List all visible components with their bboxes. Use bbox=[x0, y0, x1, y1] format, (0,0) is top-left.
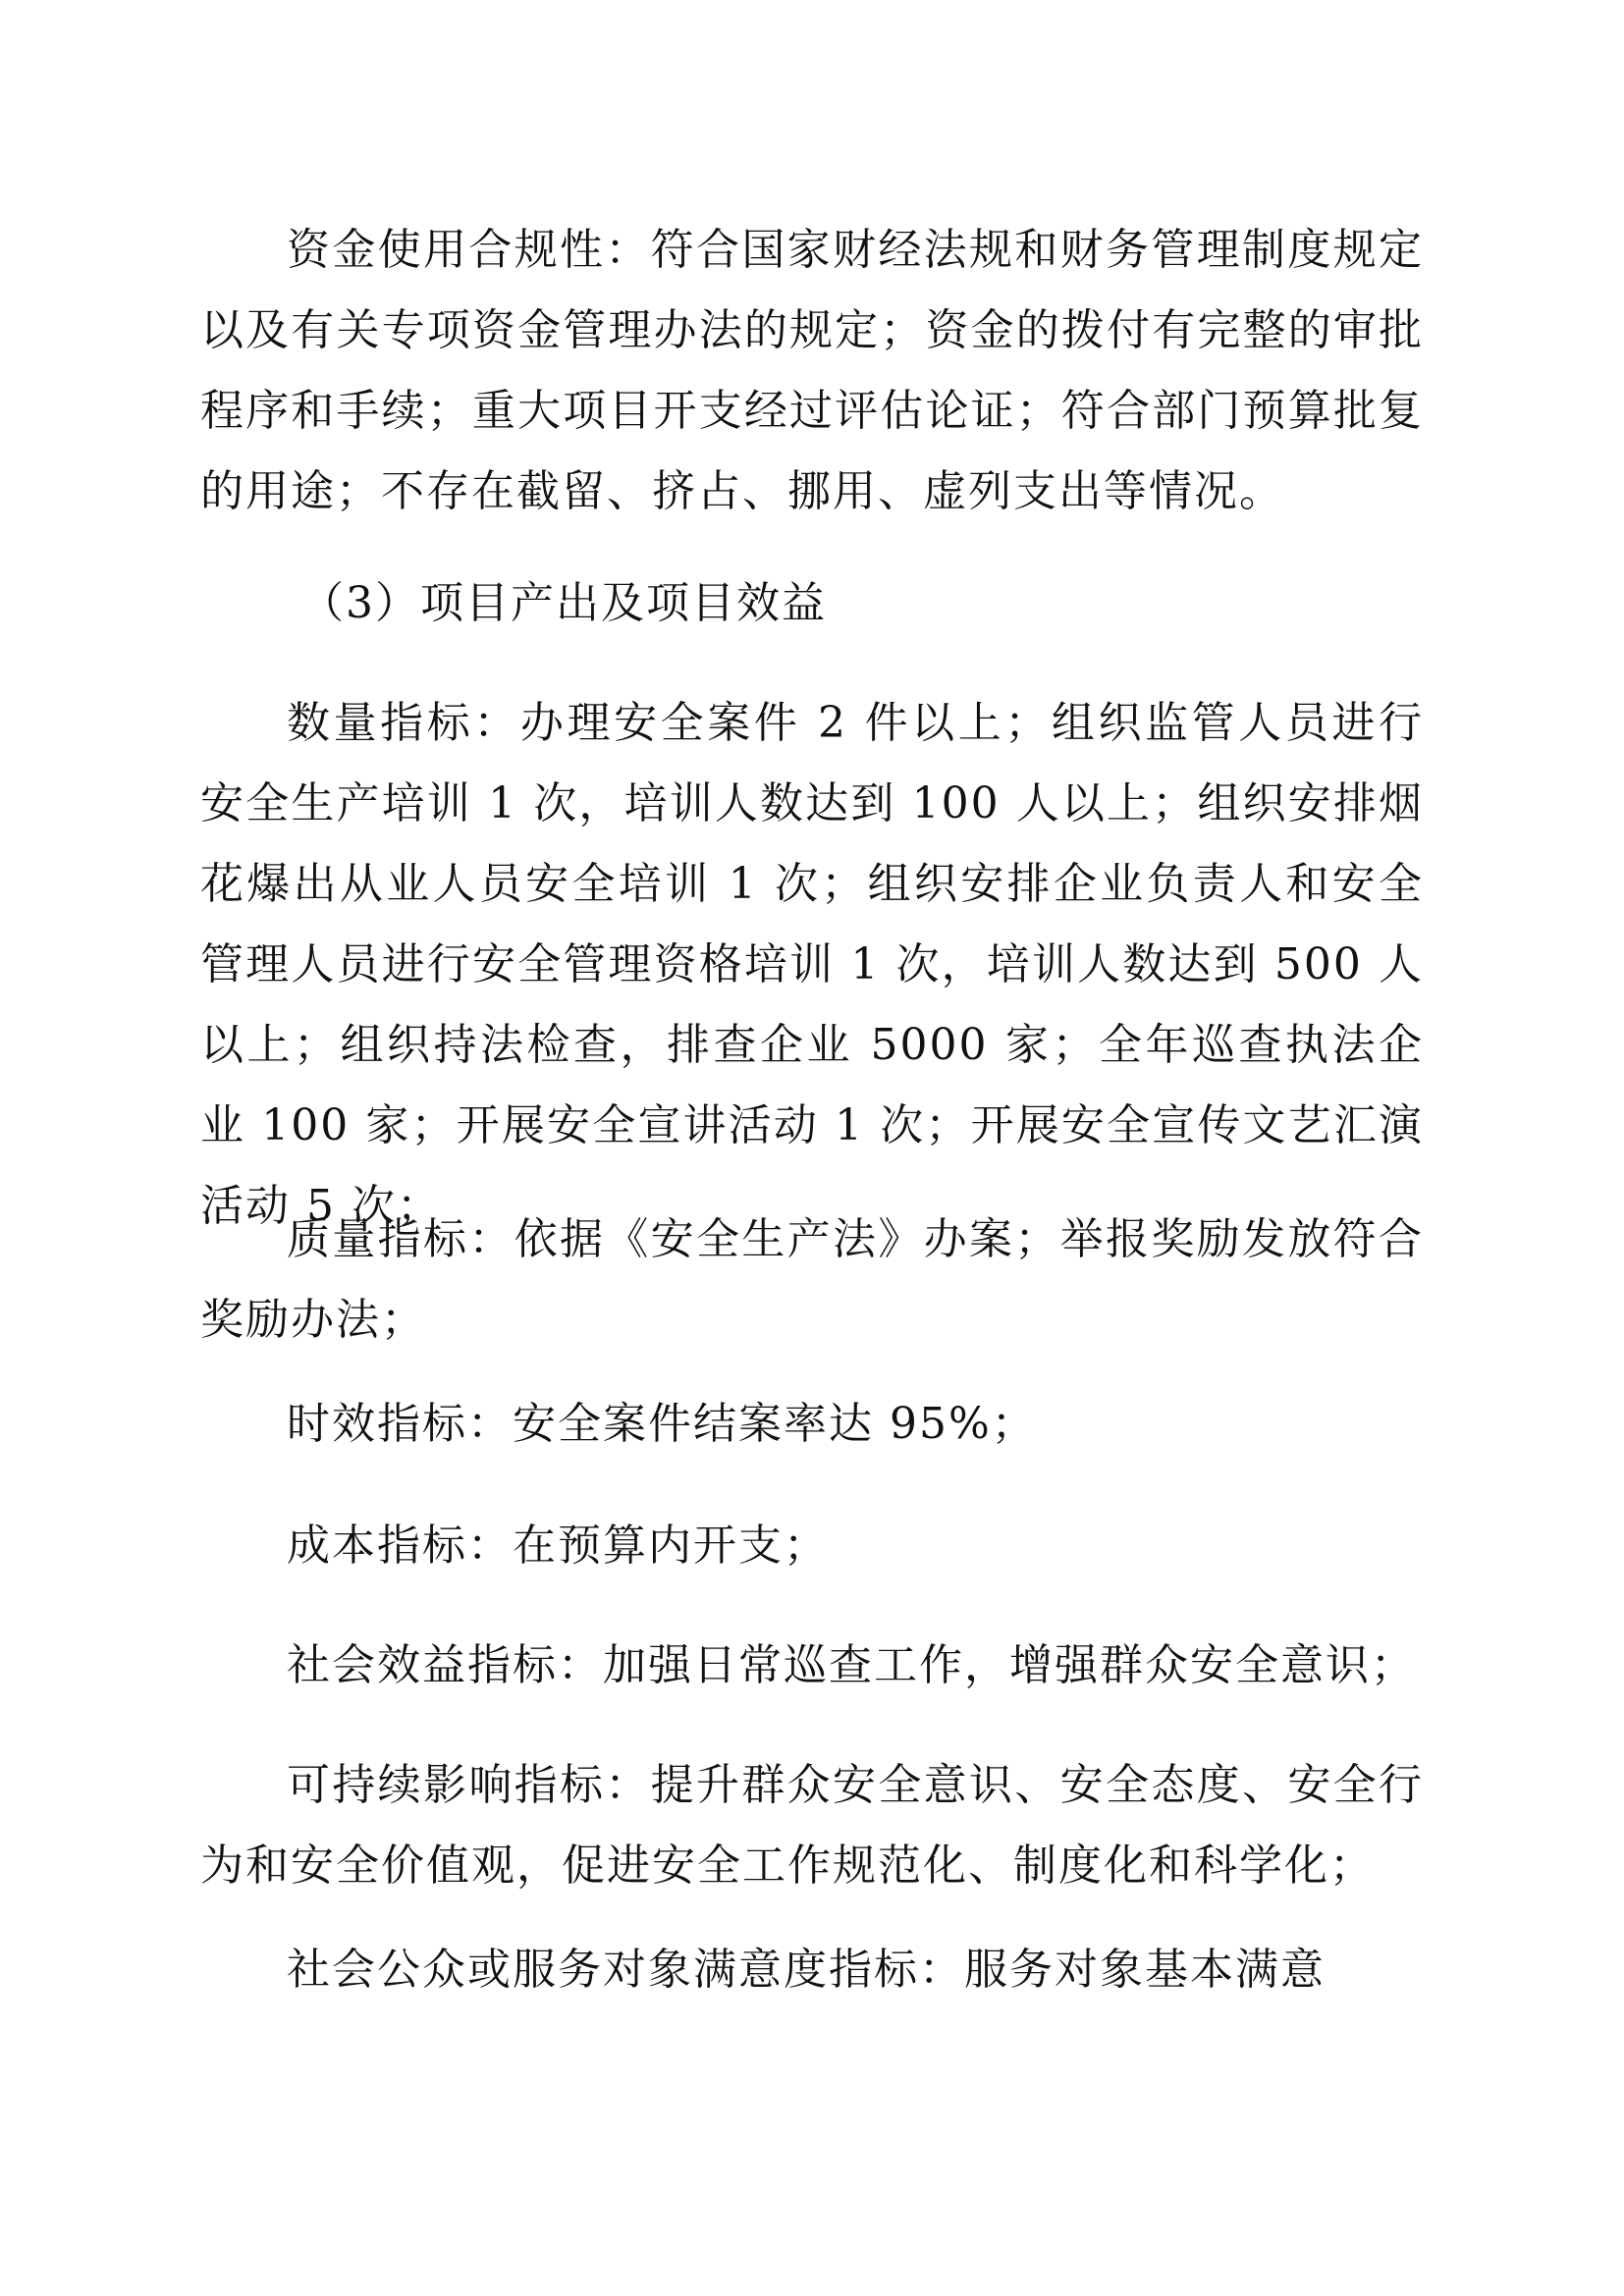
paragraph-cost-indicators: 成本指标：在预算内开支； bbox=[287, 1521, 829, 1571]
paragraph-sustainability-indicators: 可持续影响指标：提升群众安全意识、安全态度、安全行为和安全价值观，促进安全工作规范化、制度化和科学化； bbox=[200, 1760, 1424, 1891]
paragraph-social-benefit-indicators: 社会效益指标：加强日常巡查工作，增强群众安全意识； bbox=[287, 1640, 1416, 1690]
paragraph-timeliness-indicators: 时效指标：安全案件结案率达 95%； bbox=[287, 1399, 1037, 1449]
paragraph-satisfaction-indicators: 社会公众或服务对象满意度指标：服务对象基本满意 bbox=[287, 1945, 1326, 1995]
paragraph-fund-compliance: 资金使用合规性：符合国家财经法规和财务管理制度规定以及有关专项资金管理办法的规定；资金的拨付有完整的审批程序和手续；重大项目开支经过评估论证；符合部门预算批复的用途；不存在截留、挤占、挪用、虚列支出等情况。 bbox=[200, 225, 1424, 516]
paragraph-quality-indicators: 质量指标：依据《安全生产法》办案；举报奖励发放符合奖励办法； bbox=[200, 1214, 1424, 1345]
section-heading-outputs-benefits: （3）项目产出及项目效益 bbox=[300, 578, 827, 628]
paragraph-quantity-indicators: 数量指标：办理安全案件 2 件以上；组织监管人员进行安全生产培训 1 次，培训人数达到 100 人以上；组织安排烟花爆出从业人员安全培训 1 次；组织安排企业负责人和安全管理人员进行安全管理资格培训 1 次，培训人数达到 500 人以上；组织持法检查，排查企业 5000 家；全年巡查执法企业 100 家；开展安全宣讲活动 1 次；开展安全宣传文艺汇演活动 5 次； bbox=[200, 698, 1424, 1231]
